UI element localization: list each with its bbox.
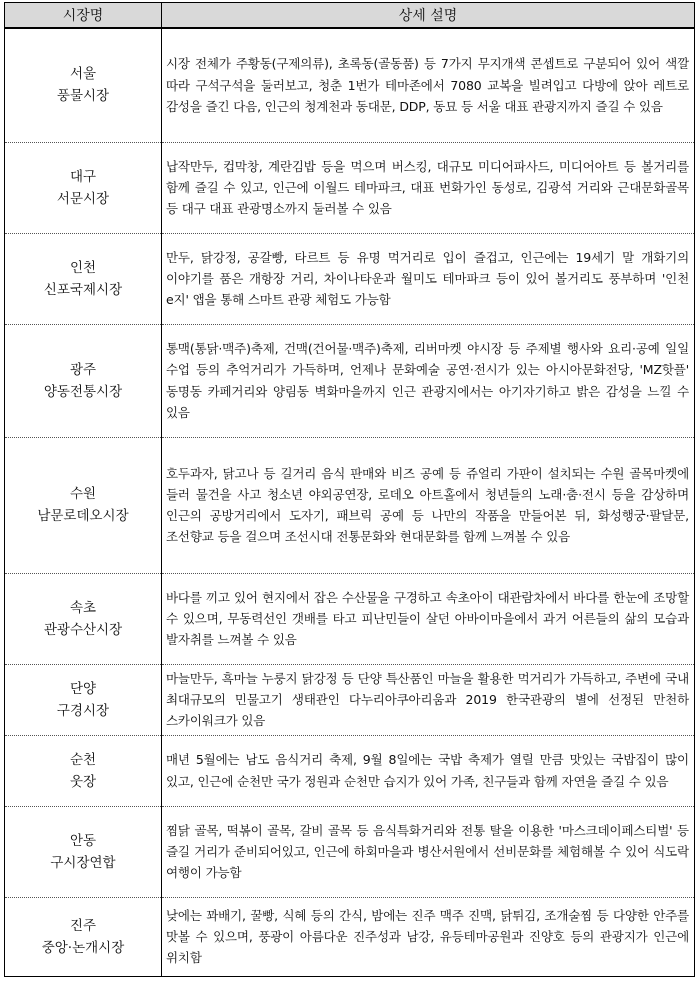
region-name: 단양 (69, 680, 97, 697)
market-name: 관광수산시장 (43, 621, 123, 638)
table-row (5, 735, 695, 806)
market-description: 납작만두, 컵막창, 계란김밥 등을 먹으며 버스킹, 대규모 미디어파사드, 미디어아트 등 볼거리를 함께 즐길 수 있고, 인근에 이월드 테마파크, 대표 번화가인 동성로, 김광석 거리와 근대문화골목 등 대구 대표 관광명소까지 둘러볼 수 있음 (162, 142, 695, 233)
market-name-cell (5, 233, 162, 324)
market-name: 풍물시장 (56, 88, 110, 105)
table-row (5, 573, 695, 664)
table-row (5, 897, 695, 976)
market-name: 신포국제시장 (43, 281, 123, 298)
market-name-cell (5, 324, 162, 437)
market-description: 통맥(통닭·맥주)축제, 건맥(건어물·맥주)축제, 리버마켓 야시장 등 주제별 행사와 요리·공예 일일 수업 등의 추억거리가 가득하며, 언제나 문화예술 공연·전시가 있는 아시아문화전당, 'MZ핫플' 동명동 카페거리와 양림동 벽화마을까지 인근 관광지에서는 아기자기하고 밝은 감성을 느낄 수 있음 (162, 324, 695, 437)
market-name-cell (5, 806, 162, 897)
table-row (5, 233, 695, 324)
market-description: 매년 5월에는 남도 음식거리 축제, 9월 8일에는 국밥 축제가 열릴 만큼 맛있는 국밥집이 많이 있고, 인근에 순천만 국가 정원과 순천만 습지가 있어 가족, 친구들과 함께 자연을 즐길 수 있음 (162, 735, 695, 806)
market-description: 찜닭 골목, 떡볶이 골목, 갈비 골목 등 음식특화거리와 전통 탈을 이용한 '마스크데이페스티벌' 등 즐길 거리가 준비되어있고, 인근에 하회마을과 병산서원에서 선비문화를 체험해볼 수 있어 식도락 여행이 가능함 (162, 806, 695, 897)
market-name-cell (5, 28, 162, 142)
market-description: 낮에는 꽈배기, 꿀빵, 식혜 등의 간식, 밤에는 진주 맥주 진맥, 닭튀김, 조개술찜 등 다양한 안주를 맛볼 수 있으며, 풍광이 아름다운 진주성과 남강, 유등테마공원과 진양호 등의 관광지가 인근에 위치함 (162, 897, 695, 976)
table-row (5, 664, 695, 735)
header-description: 상세 설명 (162, 3, 695, 29)
market-name-cell (5, 897, 162, 976)
market-name-cell (5, 437, 162, 573)
market-name: 서문시장 (56, 190, 110, 207)
region-name: 인천 (69, 259, 97, 276)
market-name: 남문로데오시장 (37, 508, 129, 524)
region-name: 순천 (69, 751, 97, 768)
header-market-name: 시장명 (5, 3, 162, 29)
region-name: 진주 (69, 917, 97, 934)
table-row (5, 437, 695, 573)
market-description: 만두, 닭강정, 공갈빵, 타르트 등 유명 먹거리로 입이 즐겁고, 인근에는 19세기 말 개화기의 이야기를 품은 개항장 거리, 차이나타운과 월미도 테마파크 등이 있어 볼거리도 풍부하며 '인천 e지' 앱을 통해 스마트 관광 체험도 가능함 (162, 233, 695, 324)
market-description: 시장 전체가 주황동(구제의류), 초록동(골동품) 등 7가지 무지개색 콘셉트로 구분되어 있어 색깔 따라 구석구석을 둘러보고, 청춘 1번가 테마존에서 7080 교복을 빌려입고 다방에 앉아 레트로 감성을 즐긴 다음, 인근의 청계천과 동대문, DDP, 동묘 등 서울 대표 관광지까지 즐길 수 있음 (162, 28, 695, 142)
market-name: 웃장 (69, 773, 97, 790)
region-name: 수원 (69, 486, 97, 502)
table-row (5, 142, 695, 233)
table-row (5, 324, 695, 437)
table-header-row (5, 3, 695, 29)
market-name: 구시장연합 (50, 854, 116, 871)
market-description: 마늘만두, 흑마늘 누룽지 닭강정 등 단양 특산품인 마늘을 활용한 먹거리가 가득하고, 주변에 국내 최대규모의 민물고기 생태관인 다누리아쿠아리움과 2019 한국관광의 별에 선정된 만천하 스카이워크가 있음 (162, 664, 695, 735)
market-name: 구경시장 (56, 702, 110, 719)
region-name: 안동 (69, 832, 97, 849)
region-name: 서울 (69, 66, 97, 83)
market-table (4, 2, 695, 977)
market-name-cell (5, 142, 162, 233)
market-name: 양동전통시장 (43, 383, 123, 400)
market-name-cell (5, 735, 162, 806)
table-row (5, 28, 695, 142)
market-name-cell (5, 573, 162, 664)
region-name: 대구 (69, 168, 97, 185)
region-name: 광주 (69, 361, 97, 378)
market-name-cell (5, 664, 162, 735)
region-name: 속초 (69, 599, 97, 616)
market-name: 중앙·논개시장 (41, 939, 125, 956)
table-row (5, 806, 695, 897)
market-description: 바다를 끼고 있어 현지에서 잡은 수산물을 구경하고 속초아이 대관람차에서 바다를 한눈에 조망할 수 있으며, 무동력선인 갯배를 타고 피난민들이 살던 아바이마을에서 과거 어른들의 삶의 모습과 발자취를 느껴볼 수 있음 (162, 573, 695, 664)
market-description: 호두과자, 닭고나 등 길거리 음식 판매와 비즈 공예 등 쥬얼리 가판이 설치되는 수원 골목마켓에 들러 물건을 사고 청소년 야외공연장, 로데오 아트홀에서 청년들의 노래·춤·전시 등을 감상하며 인근의 공방거리에서 도자기, 패브릭 공예 등 나만의 작품을 만들어본 뒤, 화성행궁·팔달문, 조선향교 등을 걸으며 조선시대 전통문화와 현대문화를 함께 느껴볼 수 있음 (162, 437, 695, 573)
